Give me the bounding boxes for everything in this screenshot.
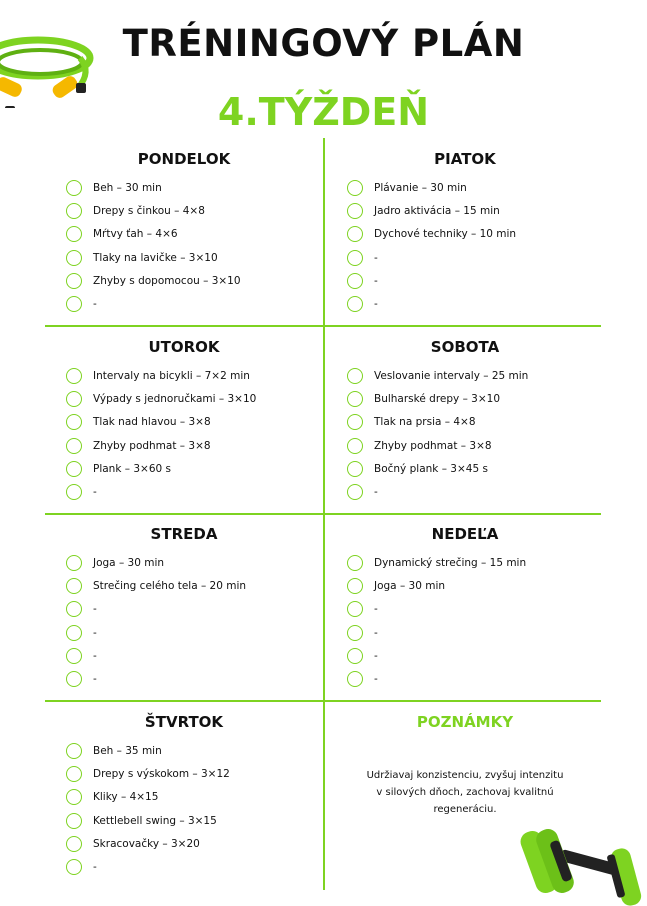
checklist-item[interactable]: Joga – 30 min <box>45 551 323 574</box>
checklist-item[interactable]: - <box>326 598 604 621</box>
checkbox-circle[interactable] <box>347 226 363 242</box>
notes-title: POZNÁMKY <box>416 713 514 731</box>
checkbox-circle[interactable] <box>66 484 82 500</box>
checklist-item[interactable]: Drepy s činkou – 4×8 <box>45 199 323 222</box>
checkbox-circle[interactable] <box>347 578 363 594</box>
checkbox-circle[interactable] <box>347 296 363 312</box>
day-title: ŠTVRTOK <box>144 713 224 731</box>
day-section-monday <box>45 148 323 316</box>
notes-section <box>326 711 604 818</box>
day-title: SOBOTA <box>430 338 500 356</box>
checkbox-circle[interactable] <box>66 601 82 617</box>
checkbox-circle[interactable] <box>347 625 363 641</box>
day-title: UTOROK <box>148 338 220 356</box>
checkbox-circle[interactable] <box>347 180 363 196</box>
checklist-item[interactable]: - <box>326 269 604 292</box>
day-section-wednesday <box>45 523 323 691</box>
day-section-tuesday <box>45 336 323 504</box>
day-section-thursday <box>45 711 323 879</box>
day-title: NEDEĽA <box>431 525 499 543</box>
checklist-item[interactable]: Strečing celého tela – 20 min <box>45 574 323 597</box>
checklist-item[interactable]: - <box>45 598 323 621</box>
checklist-item[interactable]: - <box>45 855 323 878</box>
checkbox-circle[interactable] <box>66 368 82 384</box>
checklist-item[interactable]: Beh – 30 min <box>45 176 323 199</box>
checklist-item[interactable]: Zhyby s dopomocou – 3×10 <box>45 269 323 292</box>
checklist-item[interactable]: - <box>326 644 604 667</box>
checkbox-circle[interactable] <box>66 813 82 829</box>
checkbox-circle[interactable] <box>66 203 82 219</box>
checklist-item[interactable]: - <box>326 292 604 315</box>
checkbox-circle[interactable] <box>347 461 363 477</box>
checkbox-circle[interactable] <box>347 555 363 571</box>
checklist-item[interactable]: Plank – 3×60 s <box>45 457 323 480</box>
checklist-item[interactable]: Joga – 30 min <box>326 574 604 597</box>
day-section-sunday <box>326 523 604 691</box>
horizontal-divider <box>45 325 601 327</box>
checklist-item[interactable]: - <box>326 480 604 503</box>
checkbox-circle[interactable] <box>347 671 363 687</box>
checklist-item[interactable]: Tlaky na lavičke – 3×10 <box>45 246 323 269</box>
checkbox-circle[interactable] <box>66 391 82 407</box>
checklist-item[interactable]: Jadro aktivácia – 15 min <box>326 199 604 222</box>
checklist-item[interactable]: Tlak nad hlavou – 3×8 <box>45 411 323 434</box>
checkbox-circle[interactable] <box>347 601 363 617</box>
checklist-item[interactable]: Bočný plank – 3×45 s <box>326 457 604 480</box>
checklist-item[interactable]: - <box>45 644 323 667</box>
checklist-item[interactable]: Zhyby podhmat – 3×8 <box>45 434 323 457</box>
checklist-item[interactable]: Tlak na prsia – 4×8 <box>326 411 604 434</box>
checklist-item[interactable]: Kliky – 4×15 <box>45 786 323 809</box>
checkbox-circle[interactable] <box>347 250 363 266</box>
checkbox-circle[interactable] <box>66 226 82 242</box>
checkbox-circle[interactable] <box>347 438 363 454</box>
checkbox-circle[interactable] <box>347 391 363 407</box>
checkbox-circle[interactable] <box>66 461 82 477</box>
checklist-item[interactable]: Veslovanie intervaly – 25 min <box>326 364 604 387</box>
checklist-item[interactable]: - <box>45 480 323 503</box>
checklist-item[interactable]: - <box>45 292 323 315</box>
checkbox-circle[interactable] <box>66 180 82 196</box>
checkbox-circle[interactable] <box>66 438 82 454</box>
checklist-item[interactable]: - <box>45 621 323 644</box>
checklist-item[interactable]: Bulharské drepy – 3×10 <box>326 387 604 410</box>
checkbox-circle[interactable] <box>66 250 82 266</box>
checklist-item[interactable]: Plávanie – 30 min <box>326 176 604 199</box>
checklist-item[interactable]: Dynamický strečing – 15 min <box>326 551 604 574</box>
checklist-item[interactable]: - <box>45 667 323 690</box>
checkbox-circle[interactable] <box>66 555 82 571</box>
day-title: PIATOK <box>434 150 496 168</box>
checkbox-circle[interactable] <box>66 648 82 664</box>
checkbox-circle[interactable] <box>347 648 363 664</box>
day-section-saturday <box>326 336 604 504</box>
checklist-item[interactable]: Skracovačky – 3×20 <box>45 832 323 855</box>
checklist-item[interactable]: Beh – 35 min <box>45 739 323 762</box>
checkbox-circle[interactable] <box>66 859 82 875</box>
checkbox-circle[interactable] <box>347 484 363 500</box>
checkbox-circle[interactable] <box>66 836 82 852</box>
day-section-friday <box>326 148 604 316</box>
week-subtitle: 4.TÝŽDEŇ <box>217 90 430 134</box>
notes-text: Udržiavaj konzistenciu, zvyšuj intenzitu v silových dňoch, zachovaj kvalitnú regeneráciu. <box>366 770 564 815</box>
checkbox-circle[interactable] <box>347 273 363 289</box>
checkbox-circle[interactable] <box>66 671 82 687</box>
checklist-item[interactable]: Intervaly na bicykli – 7×2 min <box>45 364 323 387</box>
checkbox-circle[interactable] <box>66 578 82 594</box>
checkbox-circle[interactable] <box>66 625 82 641</box>
checklist-item[interactable]: - <box>326 667 604 690</box>
day-title: STREDA <box>150 525 218 543</box>
checkbox-circle[interactable] <box>66 743 82 759</box>
checklist-item[interactable]: - <box>326 621 604 644</box>
day-title: PONDELOK <box>137 150 231 168</box>
checkbox-circle[interactable] <box>66 789 82 805</box>
checkbox-circle[interactable] <box>66 296 82 312</box>
checklist-item[interactable]: - <box>326 246 604 269</box>
checkbox-circle[interactable] <box>347 368 363 384</box>
horizontal-divider <box>45 700 601 702</box>
checklist-item[interactable]: Mŕtvy ťah – 4×6 <box>45 223 323 246</box>
checklist-item[interactable]: Výpady s jednoručkami – 3×10 <box>45 387 323 410</box>
checklist-item[interactable]: Drepy s výskokom – 3×12 <box>45 762 323 785</box>
checklist-item[interactable]: Kettlebell swing – 3×15 <box>45 809 323 832</box>
dumbbell-icon <box>520 818 647 906</box>
horizontal-divider <box>45 513 601 515</box>
checkbox-circle[interactable] <box>66 766 82 782</box>
checklist-item[interactable]: Dychové techniky – 10 min <box>326 223 604 246</box>
checkbox-circle[interactable] <box>66 414 82 430</box>
checkbox-circle[interactable] <box>347 203 363 219</box>
checklist-item[interactable]: Zhyby podhmat – 3×8 <box>326 434 604 457</box>
checkbox-circle[interactable] <box>347 414 363 430</box>
checkbox-circle[interactable] <box>66 273 82 289</box>
page-title: TRÉNINGOVÝ PLÁN <box>122 22 525 65</box>
